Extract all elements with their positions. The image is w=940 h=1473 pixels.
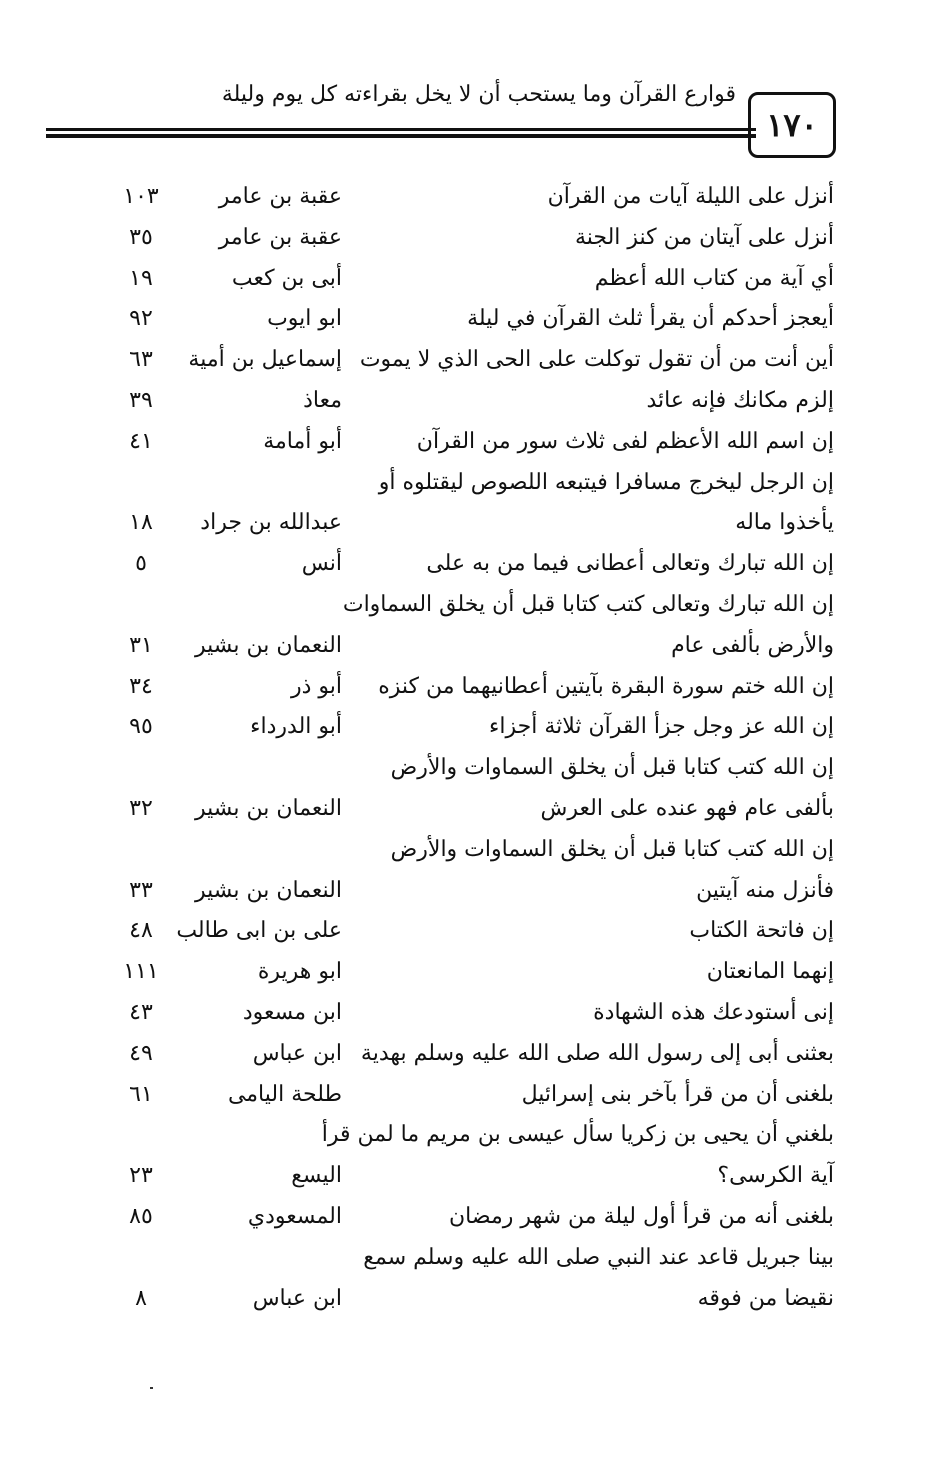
hadith-incipit: إن الله كتب كتابا قبل أن يخلق السماوات والأرض — [390, 755, 834, 781]
page-number-box — [748, 92, 836, 158]
hadith-number: ٦١ — [129, 1081, 153, 1107]
index-row — [0, 423, 940, 464]
narrator-name: ابو هريرة — [257, 959, 342, 985]
hadith-number: ٩٥ — [129, 714, 153, 740]
hadith-number: ٥ — [135, 551, 147, 577]
page-mark — [150, 1387, 153, 1389]
index-row — [0, 749, 940, 790]
narrator-name: أبو أمامة — [263, 428, 342, 454]
hadith-number: ٦٣ — [129, 347, 153, 373]
narrator-name: أبى بن كعب — [231, 265, 342, 291]
index-row — [0, 300, 940, 341]
hadith-number: ٣٢ — [129, 795, 153, 821]
narrator-name: على بن ابى طالب — [176, 918, 342, 944]
index-row — [0, 464, 940, 505]
narrator-name: أنس — [301, 551, 342, 577]
index-row — [0, 1157, 940, 1198]
narrator-name: النعمان بن بشير — [194, 795, 342, 821]
hadith-number: ٣٣ — [129, 877, 153, 903]
header-rule-thick — [46, 134, 756, 138]
hadith-incipit: إن الله عز وجل جزأ القرآن ثلاثة أجزاء — [489, 714, 834, 740]
index-row — [0, 341, 940, 382]
narrator-name: معاذ — [303, 387, 342, 413]
index-row — [0, 1116, 940, 1157]
index-row — [0, 912, 940, 953]
index-row — [0, 994, 940, 1035]
hadith-number: ١١١ — [123, 959, 159, 985]
hadith-incipit: نقيضا من فوقه — [697, 1285, 834, 1311]
hadith-index — [0, 178, 940, 1320]
hadith-incipit: بعثنى أبى إلى رسول الله صلى الله عليه وسلم بهدية — [360, 1040, 834, 1066]
page-number: ١٧٠ — [766, 106, 818, 144]
index-row — [0, 627, 940, 668]
hadith-number: ١٠٣ — [123, 184, 159, 209]
narrator-name: طلحة اليامى — [227, 1081, 342, 1107]
index-row — [0, 1035, 940, 1076]
hadith-incipit: بلغنى أنه من قرأ أول ليلة من شهر رمضان — [449, 1203, 834, 1229]
hadith-incipit: إلزم مكانك فإنه عائد — [646, 387, 834, 413]
hadith-number: ٤١ — [129, 428, 153, 454]
hadith-number: ٢٣ — [129, 1163, 153, 1189]
hadith-incipit: بلغنى أن من قرأ بآخر بنى إسرائيل — [521, 1081, 834, 1107]
narrator-name: المسعودي — [247, 1203, 342, 1229]
running-title: قوارع القرآن وما يستحب أن لا يخل بقراءته كل يوم وليلة — [221, 82, 736, 107]
narrator-name: ابن مسعود — [242, 999, 342, 1025]
hadith-number: ١٨ — [129, 510, 153, 536]
index-row — [0, 790, 940, 831]
hadith-incipit: إن الرجل ليخرج مسافرا فيتبعه اللصوص ليقتلوه أو — [378, 469, 834, 495]
hadith-incipit: بلغني أن يحيى بن زكريا سأل عيسى بن مريم ما لمن قرأ — [321, 1122, 834, 1148]
hadith-number: ٤٩ — [129, 1040, 153, 1066]
hadith-number: ٨٥ — [129, 1203, 153, 1229]
hadith-incipit: إنهما المانعتان — [706, 959, 834, 985]
hadith-number: ٩٢ — [129, 306, 153, 332]
hadith-number: ١٩ — [129, 265, 153, 291]
hadith-number: ٣٩ — [129, 387, 153, 413]
hadith-incipit: إن فاتحة الكتاب — [689, 918, 834, 944]
hadith-incipit: إن الله تبارك وتعالى كتب كتابا قبل أن يخلق السماوات — [342, 591, 834, 617]
narrator-name: أبو ذر — [290, 673, 342, 699]
hadith-incipit: بألفى عام فهو عنده على العرش — [540, 795, 834, 821]
hadith-number: ٤٣ — [129, 999, 153, 1025]
hadith-number: ٤٨ — [129, 918, 153, 944]
hadith-incipit: أنزل على الليلة آيات من القرآن — [547, 184, 834, 209]
hadith-incipit: أنزل على آيتان من كنز الجنة — [574, 224, 834, 250]
narrator-name: عقبة بن عامر — [218, 184, 342, 209]
hadith-incipit: أيعجز أحدكم أن يقرأ ثلث القرآن في ليلة — [467, 306, 834, 332]
hadith-number: ٣٥ — [129, 224, 153, 250]
narrator-name: إسماعيل بن أمية — [188, 347, 342, 373]
hadith-number: ٨ — [135, 1285, 147, 1311]
index-row — [0, 953, 940, 994]
index-row — [0, 708, 940, 749]
narrator-name: عقبة بن عامر — [218, 224, 342, 250]
hadith-incipit: والأرض بألفى عام — [671, 632, 834, 658]
index-row — [0, 1280, 940, 1321]
hadith-incipit: بينا جبريل قاعد عند النبي صلى الله عليه وسلم سمع — [363, 1244, 834, 1270]
hadith-incipit: أي آية من كتاب الله أعظم — [594, 265, 834, 291]
index-row — [0, 1076, 940, 1117]
narrator-name: ابن عباس — [252, 1040, 342, 1066]
index-row — [0, 586, 940, 627]
hadith-incipit: إن الله ختم سورة البقرة بآيتين أعطانيهما من كنزه — [378, 673, 834, 699]
narrator-name: ابن عباس — [252, 1285, 342, 1311]
index-row — [0, 545, 940, 586]
index-row — [0, 1239, 940, 1280]
index-row — [0, 1198, 940, 1239]
index-row — [0, 872, 940, 913]
hadith-incipit: فأنزل منه آيتين — [696, 877, 834, 903]
index-row — [0, 831, 940, 872]
page-header — [46, 72, 846, 162]
hadith-number: ٣٤ — [129, 673, 153, 699]
hadith-incipit: إن الله كتب كتابا قبل أن يخلق السماوات والأرض — [390, 836, 834, 862]
index-row — [0, 260, 940, 301]
hadith-incipit: أين أنت من أن تقول توكلت على الحى الذي لا يموت — [359, 347, 834, 373]
narrator-name: اليسع — [291, 1163, 342, 1189]
narrator-name: ابو ايوب — [267, 306, 342, 332]
narrator-name: النعمان بن بشير — [194, 632, 342, 658]
index-row — [0, 178, 940, 219]
index-row — [0, 668, 940, 709]
hadith-incipit: يأخذوا ماله — [735, 510, 834, 536]
index-row — [0, 382, 940, 423]
header-rule — [46, 128, 756, 131]
narrator-name: أبو الدرداء — [250, 714, 342, 740]
index-row — [0, 219, 940, 260]
index-row — [0, 504, 940, 545]
hadith-incipit: آية الكرسى؟ — [717, 1163, 834, 1189]
hadith-incipit: إن اسم الله الأعظم لفى ثلاث سور من القرآن — [416, 428, 834, 454]
narrator-name: عبدالله بن جراد — [200, 510, 342, 536]
hadith-incipit: إنى أستودعك هذه الشهادة — [593, 999, 834, 1025]
narrator-name: النعمان بن بشير — [194, 877, 342, 903]
hadith-incipit: إن الله تبارك وتعالى أعطانى فيما من به على — [426, 551, 834, 577]
hadith-number: ٣١ — [129, 632, 153, 658]
